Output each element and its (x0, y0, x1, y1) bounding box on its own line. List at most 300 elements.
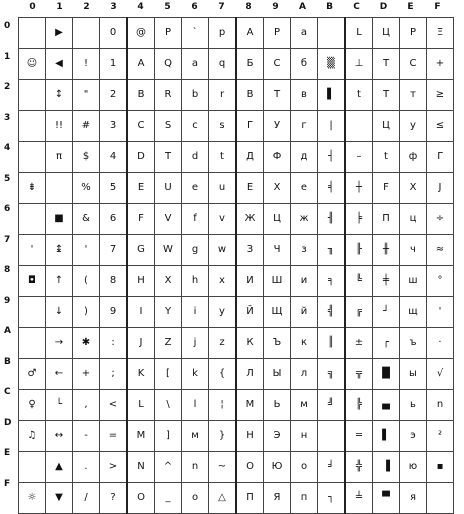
character-cell: √ (427, 359, 454, 390)
grid-row (19, 235, 454, 266)
character-cell: $ (73, 142, 100, 173)
character-cell: ↑ (46, 266, 73, 297)
character-cell: ▲ (46, 452, 73, 483)
character-cell: R (155, 80, 182, 111)
character-cell: ы (400, 359, 427, 390)
character-cell: т (400, 80, 427, 111)
character-cell: ✱ (73, 328, 100, 359)
character-cell: ² (427, 421, 454, 452)
character-cell: 4 (100, 142, 128, 173)
character-cell: ╧ (345, 483, 373, 514)
character-cell: и (291, 266, 318, 297)
character-cell: Е (236, 173, 264, 204)
character-grid (18, 17, 454, 514)
character-cell: л (291, 359, 318, 390)
character-cell: X (155, 266, 182, 297)
character-cell: Ф (264, 142, 291, 173)
character-cell (427, 483, 454, 514)
character-cell: Ξ (427, 18, 454, 49)
character-cell: - (73, 421, 100, 452)
character-cell (19, 452, 46, 483)
character-cell (46, 173, 73, 204)
character-cell: [ (155, 359, 182, 390)
character-cell (19, 111, 46, 142)
character-cell: : (100, 328, 128, 359)
row-header: 3 (4, 112, 11, 123)
character-cell: ▪ (427, 452, 454, 483)
column-header: 1 (56, 2, 63, 12)
character-cell: ~ (209, 452, 237, 483)
column-header: E (407, 2, 414, 12)
character-cell: █ (373, 359, 400, 390)
grid-row (19, 266, 454, 297)
column-header: F (434, 2, 441, 12)
character-cell: М (236, 390, 264, 421)
character-cell: З (236, 235, 264, 266)
character-cell (345, 111, 373, 142)
character-cell: ♀ (19, 390, 46, 421)
character-cell: Ж (236, 204, 264, 235)
character-cell: d (182, 142, 209, 173)
character-cell: ' (19, 235, 46, 266)
character-cell: Х (400, 173, 427, 204)
character-cell: + (73, 359, 100, 390)
row-header: 0 (4, 21, 11, 31)
character-cell: ≤ (427, 111, 454, 142)
character-cell: 5 (100, 173, 128, 204)
character-cell: F (127, 204, 155, 235)
grid-row (19, 421, 454, 452)
character-cell: Ц (373, 18, 400, 49)
character-cell: Ш (264, 266, 291, 297)
column-header: 9 (272, 2, 279, 12)
character-cell: ! (73, 49, 100, 80)
character-cell: Я (264, 483, 291, 514)
character-cell: F (373, 173, 400, 204)
character-cell: Т (264, 80, 291, 111)
character-cell: ▌ (318, 80, 346, 111)
character-cell: S (155, 111, 182, 142)
row-header: 8 (4, 265, 11, 275)
grid-row (19, 483, 454, 514)
character-cell: ъ (400, 328, 427, 359)
character-cell: h (182, 266, 209, 297)
character-cell: ¦ (209, 390, 237, 421)
character-cell: ▼ (46, 483, 73, 514)
character-cell: 6 (100, 204, 128, 235)
character-cell: ▄ (373, 390, 400, 421)
character-cell: ┼ (345, 173, 373, 204)
row-header: 2 (4, 82, 11, 92)
character-cell: Щ (264, 297, 291, 328)
character-cell: В (236, 80, 264, 111)
character-cell: f (182, 204, 209, 235)
character-cell: | (318, 111, 346, 142)
character-cell: K (127, 359, 155, 390)
character-cell: ⊥ (345, 49, 373, 80)
row-header: 4 (4, 143, 11, 153)
character-cell: у (400, 111, 427, 142)
character-cell: ╔ (345, 297, 373, 328)
character-cell: ▀ (373, 483, 400, 514)
row-header: 9 (4, 295, 11, 306)
character-cell (19, 328, 46, 359)
character-cell: ↕ (46, 80, 73, 111)
character-cell: ж (291, 204, 318, 235)
column-header: 0 (29, 2, 36, 12)
character-cell: W (155, 235, 182, 266)
character-cell: z (209, 328, 237, 359)
character-cell: Ъ (264, 328, 291, 359)
character-cell: B (127, 80, 155, 111)
character-cell: ■ (46, 204, 73, 235)
character-cell: y (209, 297, 237, 328)
character-cell: L (127, 390, 155, 421)
character-cell (19, 297, 46, 328)
row-header: A (4, 326, 11, 336)
row-header: E (4, 448, 11, 458)
grid-row (19, 111, 454, 142)
character-cell: з (291, 235, 318, 266)
character-cell: ` (182, 18, 209, 49)
character-cell: H (127, 266, 155, 297)
grid-row (19, 452, 454, 483)
character-cell: Р (400, 18, 427, 49)
character-cell: n (182, 452, 209, 483)
character-cell: U (155, 173, 182, 204)
character-cell: К (236, 328, 264, 359)
character-cell: \ (155, 390, 182, 421)
character-cell: А (236, 18, 264, 49)
character-cell: j (182, 328, 209, 359)
character-cell: й (291, 297, 318, 328)
character-cell: э (400, 421, 427, 452)
row-header: F (4, 478, 11, 489)
character-cell: Ц (373, 111, 400, 142)
character-cell: L (345, 18, 373, 49)
character-cell: ÷ (427, 204, 454, 235)
character-cell: Г (236, 111, 264, 142)
character-cell: ╞ (345, 204, 373, 235)
character-cell: ± (345, 328, 373, 359)
character-cell: t (209, 142, 237, 173)
character-cell: s (209, 111, 237, 142)
character-cell: A (127, 49, 155, 80)
character-cell: ← (46, 359, 73, 390)
character-cell: M (127, 421, 155, 452)
character-cell: ▐ (373, 452, 400, 483)
character-cell (318, 18, 346, 49)
character-cell: С (400, 49, 427, 80)
character-cell: ≈ (427, 235, 454, 266)
character-cell: T (155, 142, 182, 173)
grid-row (19, 173, 454, 204)
character-cell: к (291, 328, 318, 359)
character-cell: + (427, 49, 454, 80)
character-cell: < (100, 390, 128, 421)
column-header: 7 (218, 2, 225, 12)
character-cell: E (127, 173, 155, 204)
character-cell: Q (155, 49, 182, 80)
character-cell: 2 (100, 80, 128, 111)
character-cell: ч (400, 235, 427, 266)
character-cell: 1 (100, 49, 128, 80)
character-cell: ▒ (318, 49, 346, 80)
character-cell: 7 (100, 235, 128, 266)
character-cell: # (73, 111, 100, 142)
character-cell: / (73, 483, 100, 514)
character-cell: ╪ (373, 266, 400, 297)
character-cell: ; (100, 359, 128, 390)
character-cell: J (127, 328, 155, 359)
row-header: D (4, 417, 12, 428)
character-cell: м (291, 390, 318, 421)
character-cell: ♂ (19, 359, 46, 390)
character-cell: V (155, 204, 182, 235)
character-cell: 0 (100, 18, 128, 49)
character-cell (19, 204, 46, 235)
grid-row (19, 49, 454, 80)
character-cell: o (182, 483, 209, 514)
character-cell: l (182, 390, 209, 421)
character-cell: e (182, 173, 209, 204)
character-cell: ║ (318, 328, 346, 359)
character-cell: д (291, 142, 318, 173)
character-cell: У (264, 111, 291, 142)
character-cell: Ц (264, 204, 291, 235)
character-cell: ╛ (318, 452, 346, 483)
character-cell: ' (73, 235, 100, 266)
character-cell: Z (155, 328, 182, 359)
grid-row (19, 328, 454, 359)
character-cell: b (182, 80, 209, 111)
character-cell: С (264, 49, 291, 80)
character-cell: ▌ (373, 421, 400, 452)
column-header: D (379, 2, 388, 12)
character-cell: ╠ (345, 390, 373, 421)
row-header: C (4, 387, 11, 397)
character-cell (318, 421, 346, 452)
character-cell: ╚ (345, 266, 373, 297)
character-cell: w (209, 235, 237, 266)
character-cell: О (236, 452, 264, 483)
character-cell: → (46, 328, 73, 359)
character-cell: м (182, 421, 209, 452)
character-cell: я (400, 483, 427, 514)
character-cell: { (209, 359, 237, 390)
column-header: A (299, 2, 306, 12)
character-cell: P (155, 18, 182, 49)
character-cell: g (182, 235, 209, 266)
character-cell: J (427, 173, 454, 204)
character-cell: ┘ (373, 297, 400, 328)
character-cell: ] (155, 421, 182, 452)
character-cell: N (127, 452, 155, 483)
character-cell: ☼ (19, 483, 46, 514)
character-cell: } (209, 421, 237, 452)
character-cell: ) (73, 297, 100, 328)
character-cell: ( (73, 266, 100, 297)
character-cell: Т (373, 49, 400, 80)
character-cell: , (73, 390, 100, 421)
character-cell: Л (236, 359, 264, 390)
character-cell: !! (46, 111, 73, 142)
character-cell: Ы (264, 359, 291, 390)
character-cell: ◘ (19, 266, 46, 297)
character-cell: б (291, 49, 318, 80)
character-cell: ☺ (19, 49, 46, 80)
character-cell: ↓ (46, 297, 73, 328)
character-cell: Э (264, 421, 291, 452)
character-cell: Ь (264, 390, 291, 421)
character-cell: ╗ (318, 359, 346, 390)
character-cell: щ (400, 297, 427, 328)
character-cell: ╣ (318, 297, 346, 328)
character-cell: ▶ (46, 18, 73, 49)
character-cell: ╖ (318, 235, 346, 266)
character-cell (19, 18, 46, 49)
character-cell: x (209, 266, 237, 297)
character-cell: t (345, 80, 373, 111)
character-cell: Х (264, 173, 291, 204)
character-cell: > (100, 452, 128, 483)
column-header: 2 (83, 2, 90, 12)
character-cell: ╟ (345, 235, 373, 266)
character-cell: П (373, 204, 400, 235)
character-cell: Т (373, 80, 400, 111)
character-cell: _ (155, 483, 182, 514)
character-cell: . (73, 452, 100, 483)
character-cell: └ (46, 390, 73, 421)
character-cell: н (291, 421, 318, 452)
character-cell: t (373, 142, 400, 173)
character-cell: n (427, 390, 454, 421)
row-header: B (4, 356, 11, 367)
character-cell: ц (400, 204, 427, 235)
character-cell (73, 18, 100, 49)
character-cell: – (345, 142, 373, 173)
character-cell: ↨ (46, 235, 73, 266)
character-cell: о (291, 452, 318, 483)
character-cell: G (127, 235, 155, 266)
character-cell: q (209, 49, 237, 80)
character-cell: " (73, 80, 100, 111)
column-header: 8 (245, 2, 252, 12)
character-cell: O (127, 483, 155, 514)
grid-row (19, 142, 454, 173)
character-cell: ? (100, 483, 128, 514)
grid-row (19, 18, 454, 49)
character-cell: ю (400, 452, 427, 483)
character-cell: 9 (100, 297, 128, 328)
character-cell: C (127, 111, 155, 142)
character-cell: ┤ (318, 142, 346, 173)
column-header: 3 (110, 2, 117, 12)
grid-row (19, 390, 454, 421)
character-cell: Й (236, 297, 264, 328)
character-cell: ╦ (345, 359, 373, 390)
character-cell: D (127, 142, 155, 173)
grid-row (19, 297, 454, 328)
character-cell: r (209, 80, 237, 111)
grid-row (19, 359, 454, 390)
character-cell: 3 (100, 111, 128, 142)
character-cell: ╢ (318, 204, 346, 235)
character-cell: & (73, 204, 100, 235)
character-cell: ь (400, 390, 427, 421)
character-cell: ═ (345, 421, 373, 452)
character-cell: △ (209, 483, 237, 514)
character-cell: ф (400, 142, 427, 173)
column-header: 5 (164, 2, 171, 12)
row-header: 7 (4, 234, 11, 245)
character-cell: ┐ (318, 483, 346, 514)
character-cell: % (73, 173, 100, 204)
character-cell: г (291, 111, 318, 142)
character-cell: a (182, 49, 209, 80)
character-cell: c (182, 111, 209, 142)
character-cell: ╝ (318, 390, 346, 421)
column-header: 4 (137, 2, 144, 12)
row-header: 5 (4, 173, 11, 184)
character-cell: е (291, 173, 318, 204)
character-cell: Д (236, 142, 264, 173)
character-cell: ш (400, 266, 427, 297)
character-cell: ' (427, 297, 454, 328)
character-cell (19, 142, 46, 173)
character-cell: Р (264, 18, 291, 49)
character-cell: ^ (155, 452, 182, 483)
character-cell: ↔ (46, 421, 73, 452)
grid-row (19, 204, 454, 235)
character-cell: π (46, 142, 73, 173)
character-cell: ╬ (345, 452, 373, 483)
character-cell: ╫ (373, 235, 400, 266)
character-cell: i (182, 297, 209, 328)
character-cell: 8 (100, 266, 128, 297)
character-cell: Γ (427, 142, 454, 173)
character-cell: v (209, 204, 237, 235)
character-cell (19, 80, 46, 111)
character-cell: @ (127, 18, 155, 49)
character-cell: в (291, 80, 318, 111)
row-header: 1 (4, 51, 11, 62)
column-header: B (326, 2, 333, 12)
character-cell: ┌ (373, 328, 400, 359)
column-header: C (353, 2, 360, 12)
character-cell: ╡ (318, 173, 346, 204)
character-cell: · (427, 328, 454, 359)
character-cell: П (236, 483, 264, 514)
character-cell: а (291, 18, 318, 49)
character-cell: ° (427, 266, 454, 297)
character-cell: Ю (264, 452, 291, 483)
column-header: 6 (191, 2, 198, 12)
character-cell: Б (236, 49, 264, 80)
character-cell: ╕ (318, 266, 346, 297)
row-header: 6 (4, 204, 11, 214)
character-cell: И (236, 266, 264, 297)
grid-row (19, 80, 454, 111)
character-cell: ♫ (19, 421, 46, 452)
character-cell: ◀ (46, 49, 73, 80)
character-cell: ≥ (427, 80, 454, 111)
character-cell: Y (155, 297, 182, 328)
character-cell: п (291, 483, 318, 514)
character-cell: = (100, 421, 128, 452)
character-cell: p (209, 18, 237, 49)
character-cell: Ч (264, 235, 291, 266)
